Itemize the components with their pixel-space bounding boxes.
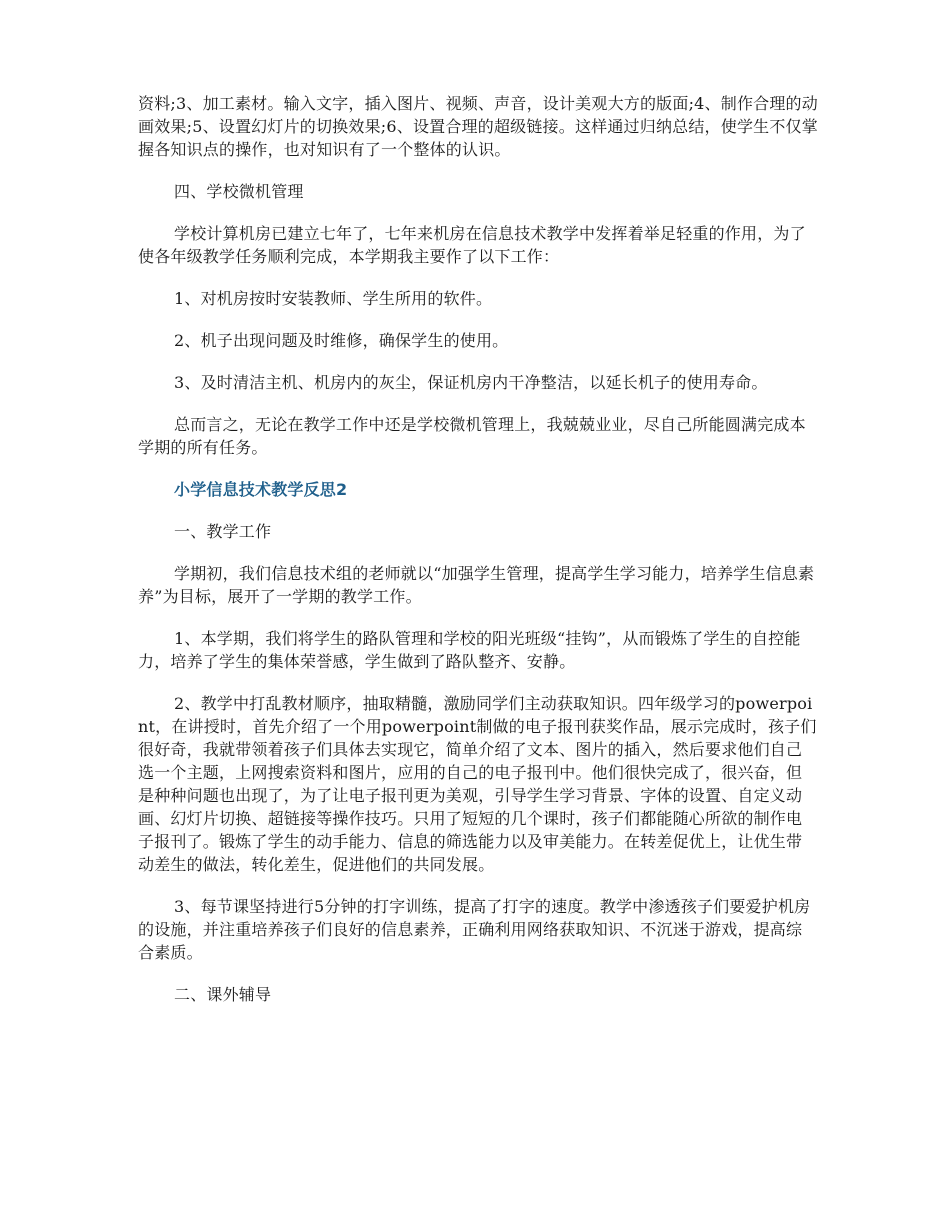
document-body xyxy=(138,92,818,1025)
paragraph: 学校计算机房已建立七年了，七年来机房在信息技术教学中发挥着举足轻重的作用，为了使各年级教学任务顺利完成，本学期我主要作了以下工作： xyxy=(138,224,806,266)
section-heading-school-computer-management: 四、学校微机管理 xyxy=(174,182,304,201)
section-heading-teaching-work: 一、教学工作 xyxy=(174,522,272,541)
list-item: 2、机子出现问题及时维修，确保学生的使用。 xyxy=(174,331,509,350)
paragraph: 总而言之，无论在教学工作中还是学校微机管理上，我兢兢业业，尽自己所能圆满完成本学期的所有任务。 xyxy=(138,415,806,457)
list-item: 1、对机房按时安装教师、学生所用的软件。 xyxy=(174,289,493,308)
section-heading-extracurricular-tutoring: 二、课外辅导 xyxy=(174,985,272,1004)
paragraph: 学期初，我们信息技术组的老师就以“加强学生管理，提高学生学习能力，培养学生信息素养”为目标，展开了一学期的教学工作。 xyxy=(138,564,815,606)
section-title: 小学信息技术教学反思2 xyxy=(174,480,348,499)
list-item: 2、教学中打乱教材顺序，抽取精髓，激励同学们主动获取知识。四年级学习的powerpoint，在讲授时，首先介绍了一个用powerpoint制做的电子报刊获奖作品，展示完成时，孩子们很好奇，我就带领着孩子们具体去实现它，简单介绍了文本、图片的插入，然后要求他们自己选一个主题，上网搜索资料和图片，应用的自己的电子报刊中。他们很快完成了，很兴奋，但是种种问题也出现了，为了让电子报刊更为美观，引导学生学习背景、字体的设置、自定义动画、幻灯片切换、超链接等操作技巧。只用了短短的几个课时，孩子们都能随心所欲的制作电子报刊了。锻炼了学生的动手能力、信息的筛选能力以及审美能力。在转差促优上，让优生带动差生的做法，转化差生，促进他们的共同发展。 xyxy=(138,694,817,874)
list-item: 3、每节课坚持进行5分钟的打字训练，提高了打字的速度。教学中渗透孩子们要爱护机房的设施，并注重培养孩子们良好的信息素养，正确利用网络获取知识、不沉迷于游戏，提高综合素质。 xyxy=(138,897,811,962)
paragraph: 资料;3、加工素材。输入文字，插入图片、视频、声音，设计美观大方的版面;4、制作合理的动画效果;5、设置幻灯片的切换效果;6、设置合理的超级链接。这样通过归纳总结，使学生不仅掌握各知识点的操作，也对知识有了一个整体的认识。 xyxy=(138,94,818,159)
list-item: 3、及时清洁主机、机房内的灰尘，保证机房内干净整洁，以延长机子的使用寿命。 xyxy=(174,373,768,392)
list-item: 1、本学期，我们将学生的路队管理和学校的阳光班级“挂钩”，从而锻炼了学生的自控能力，培养了学生的集体荣誉感，学生做到了路队整齐、安静。 xyxy=(138,629,801,671)
